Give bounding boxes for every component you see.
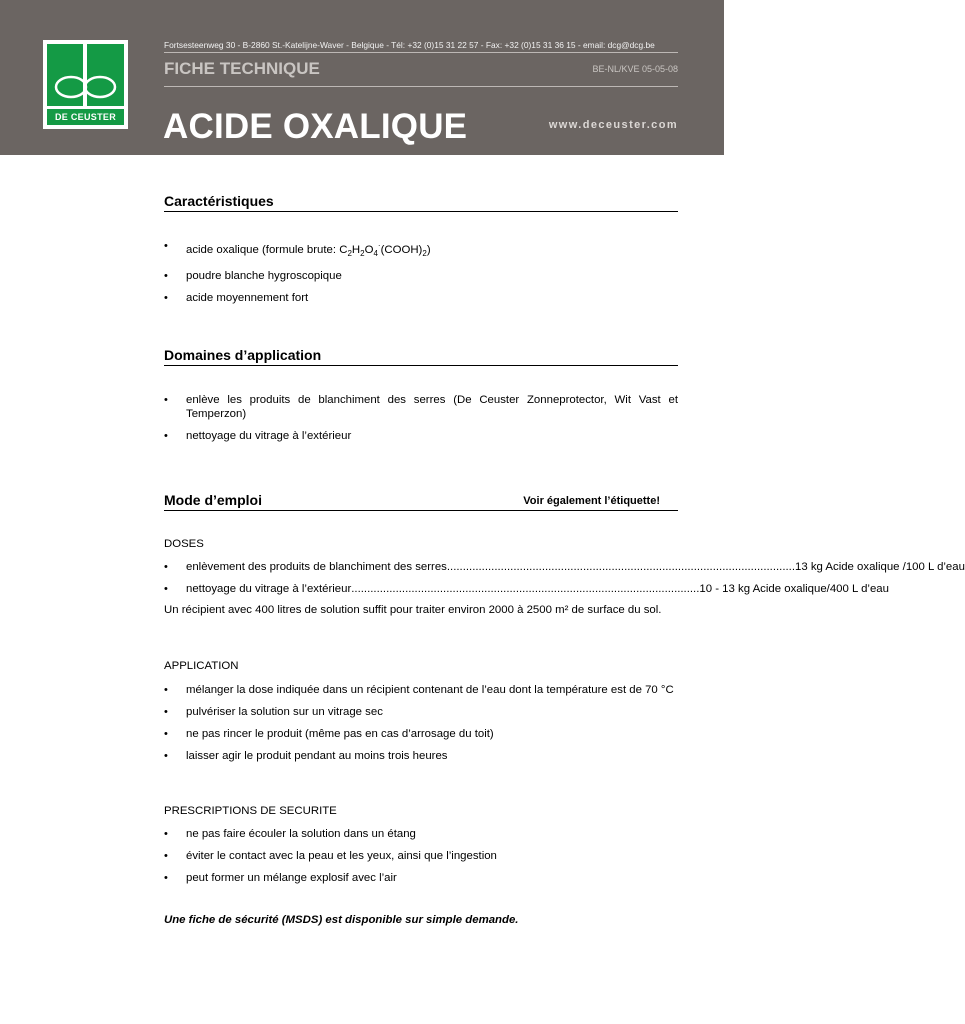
list-item: • enlèvement des produits de blanchiment des serres .............................................................................................................. 13 kg Acide oxalique /100 L d’eau (164, 560, 682, 574)
label-note: Voir également l’étiquette! (523, 495, 660, 507)
securite-list (164, 827, 678, 893)
list-item: • acide moyennement fort (164, 291, 678, 305)
website-link[interactable]: www.deceuster.com (548, 119, 678, 131)
doses-label: DOSES (164, 538, 204, 550)
list-item: • ne pas rincer le produit (même pas en cas d’arrosage du toit) (164, 727, 678, 741)
list-item: • nettoyage du vitrage à l’extérieur .............................................................................................................. 10 - 13 kg Acide oxalique/400 L d’eau (164, 582, 682, 596)
list-item: • nettoyage du vitrage à l’extérieur (164, 429, 678, 443)
list-item: • enlève les produits de blanchiment des serres (De Ceuster Zonneprotector, Wit Vast et Temperzon) (164, 393, 678, 421)
msds-note: Une fiche de sécurité (MSDS) est disponible sur simple demande. (164, 914, 519, 926)
list-item: • éviter le contact avec la peau et les yeux, ainsi que l’ingestion (164, 849, 678, 863)
list-item: • pulvériser la solution sur un vitrage sec (164, 705, 678, 719)
doses-list (164, 560, 965, 604)
list-item: • peut former un mélange explosif avec l’air (164, 871, 678, 885)
list-item: • laisser agir le produit pendant au moins trois heures (164, 749, 678, 763)
section-title-caracteristiques: Caractéristiques (164, 193, 678, 212)
caracteristiques-list (164, 239, 678, 313)
section-title-domaines: Domaines d’application (164, 347, 678, 366)
logo-text: DE CEUSTER (54, 112, 116, 122)
list-item: • acide oxalique (formule brute: $C_2H_2O_4^\cdot(COOH)_2$) (164, 239, 678, 261)
list-item: • poudre blanche hygroscopique (164, 269, 678, 283)
application-label: APPLICATION (164, 660, 239, 672)
document-reference: BE-NL/KVE 05-05-08 (592, 64, 678, 74)
company-address: Fortsesteenweg 30 - B-2860 St.-Katelijne-Waver - Belgique - Tél: +32 (0)15 31 22 57 - Fax: +32 (0)15 31 36 15 - email: dcg@dcg.be (164, 40, 655, 50)
doses-text: Un récipient avec 400 litres de solution suffit pour traiter environ 2000 à 2500 m² de surface du sol. (164, 604, 662, 616)
securite-label: PRESCRIPTIONS DE SECURITE (164, 805, 337, 817)
application-list (164, 683, 678, 771)
document-type: FICHE TECHNIQUE (164, 59, 320, 78)
list-item: • ne pas faire écouler la solution dans un étang (164, 827, 678, 841)
list-item: • mélanger la dose indiquée dans un récipient contenant de l’eau dont la température est de 70 °C (164, 683, 678, 697)
section-title-mode-emploi: Mode d’emploi Voir également l’étiquette! (164, 492, 678, 511)
page-title: ACIDE OXALIQUE (163, 107, 468, 146)
header-banner (0, 0, 724, 155)
company-logo (43, 40, 128, 129)
domaines-list (164, 393, 678, 451)
